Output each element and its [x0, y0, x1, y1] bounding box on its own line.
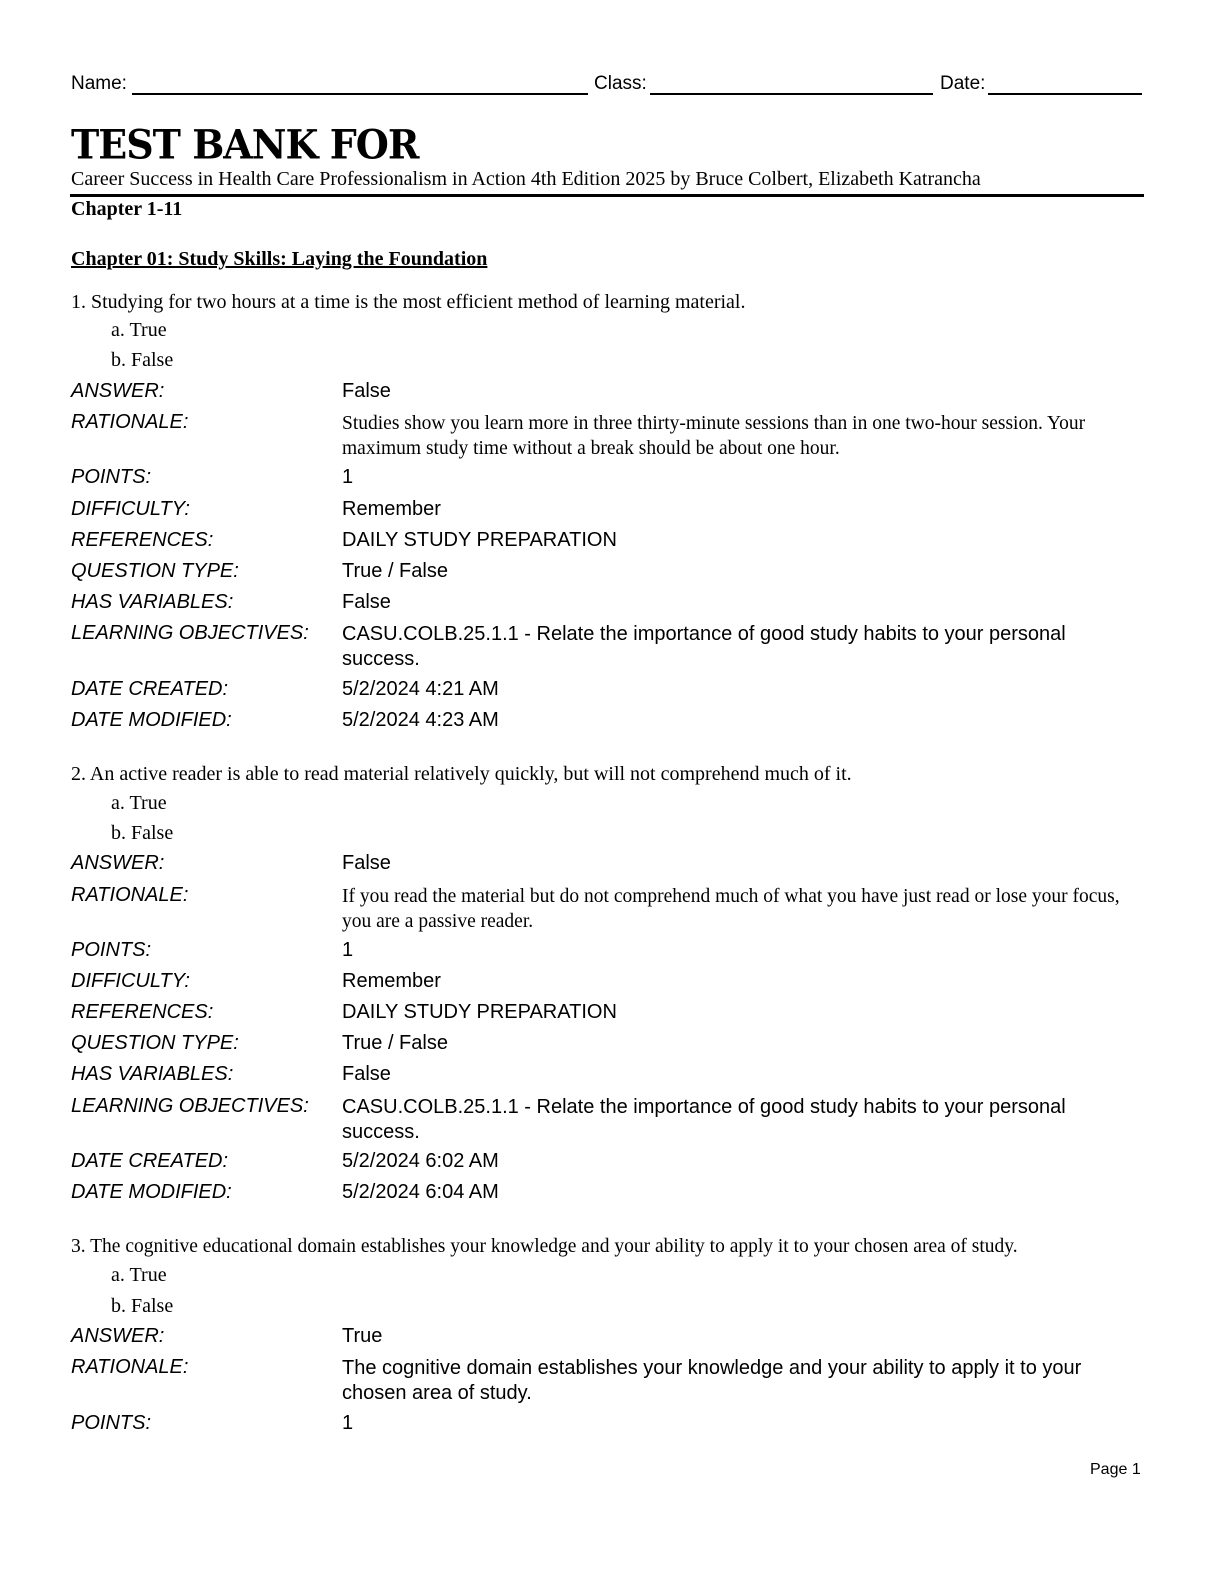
learning-objectives-value: CASU.COLB.25.1.1 - Relate the importance of good study habits to your personal success. [342, 1096, 1066, 1143]
has-variables-label: HAS VARIABLES: [71, 591, 234, 613]
references-label: REFERENCES: [71, 529, 214, 551]
question-type-label: QUESTION TYPE: [71, 560, 239, 582]
chapter-range: Chapter 1-11 [71, 198, 183, 220]
rationale-label: RATIONALE: [71, 1356, 189, 1378]
learning-objectives-value: CASU.COLB.25.1.1 - Relate the importance of good study habits to your personal success. [342, 623, 1066, 670]
rationale-value: The cognitive domain establishes your knowledge and your ability to apply it to your chosen area of study. [342, 1357, 1082, 1404]
question-text: 2. An active reader is able to read material relatively quickly, but will not comprehend much of it. [71, 763, 852, 785]
document-subtitle: Career Success in Health Care Professionalism in Action 4th Edition 2025 by Bruce Colbert, Elizabeth Katrancha [71, 168, 981, 190]
answer-value: False [342, 852, 391, 874]
option-b: b. False [111, 1295, 174, 1317]
has-variables-value: False [342, 591, 391, 613]
option-a: a. True [111, 1264, 167, 1286]
difficulty-value: Remember [342, 970, 441, 992]
references-value: DAILY STUDY PREPARATION [342, 1001, 617, 1023]
class-line [650, 93, 933, 95]
answer-label: ANSWER: [71, 1325, 165, 1347]
date-created-value: 5/2/2024 4:21 AM [342, 678, 499, 700]
name-label: Name: [71, 73, 127, 94]
answer-label: ANSWER: [71, 380, 165, 402]
answer-label: ANSWER: [71, 852, 165, 874]
name-line [132, 93, 588, 95]
references-label: REFERENCES: [71, 1001, 214, 1023]
learning-objectives-label: LEARNING OBJECTIVES: [71, 1095, 309, 1117]
rationale-value: Studies show you learn more in three thirty-minute sessions than in one two-hour session. Your maximum study time without a break should be about one hour. [342, 413, 1086, 459]
date-modified-label: DATE MODIFIED: [71, 1181, 232, 1203]
difficulty-label: DIFFICULTY: [71, 970, 190, 992]
rationale-label: RATIONALE: [71, 884, 189, 906]
document-title: TEST BANK FOR [71, 120, 419, 169]
class-label: Class: [594, 73, 647, 94]
date-created-label: DATE CREATED: [71, 678, 229, 700]
option-b: b. False [111, 822, 174, 844]
question-type-label: QUESTION TYPE: [71, 1032, 239, 1054]
option-a: a. True [111, 319, 167, 341]
points-value: 1 [342, 466, 354, 488]
date-line [988, 93, 1142, 95]
question-text: 3. The cognitive educational domain establishes your knowledge and your ability to apply it to your chosen area of study. [71, 1236, 1018, 1257]
difficulty-value: Remember [342, 498, 441, 520]
date-modified-label: DATE MODIFIED: [71, 709, 232, 731]
has-variables-value: False [342, 1063, 391, 1085]
rationale-label: RATIONALE: [71, 411, 189, 433]
page-number: Page 1 [1090, 1461, 1141, 1478]
points-value: 1 [342, 939, 354, 961]
points-label: POINTS: [71, 466, 152, 488]
question-type-value: True / False [342, 1032, 448, 1054]
points-label: POINTS: [71, 1412, 152, 1434]
rationale-value: If you read the material but do not comprehend much of what you have just read or lose your focus, you are a passive reader. [342, 886, 1120, 932]
difficulty-label: DIFFICULTY: [71, 498, 190, 520]
answer-value: True [342, 1325, 383, 1347]
has-variables-label: HAS VARIABLES: [71, 1063, 234, 1085]
title-rule [70, 194, 1144, 197]
date-created-value: 5/2/2024 6:02 AM [342, 1150, 499, 1172]
question-type-value: True / False [342, 560, 448, 582]
date-modified-value: 5/2/2024 4:23 AM [342, 709, 499, 731]
date-label: Date: [940, 73, 986, 94]
date-created-label: DATE CREATED: [71, 1150, 229, 1172]
date-modified-value: 5/2/2024 6:04 AM [342, 1181, 499, 1203]
question-text: 1. Studying for two hours at a time is the most efficient method of learning material. [71, 291, 746, 313]
learning-objectives-label: LEARNING OBJECTIVES: [71, 622, 309, 644]
option-a: a. True [111, 792, 167, 814]
chapter-heading: Chapter 01: Study Skills: Laying the Foundation [71, 248, 488, 270]
answer-value: False [342, 380, 391, 402]
references-value: DAILY STUDY PREPARATION [342, 529, 617, 551]
option-b: b. False [111, 349, 174, 371]
points-value: 1 [342, 1412, 354, 1434]
points-label: POINTS: [71, 939, 152, 961]
